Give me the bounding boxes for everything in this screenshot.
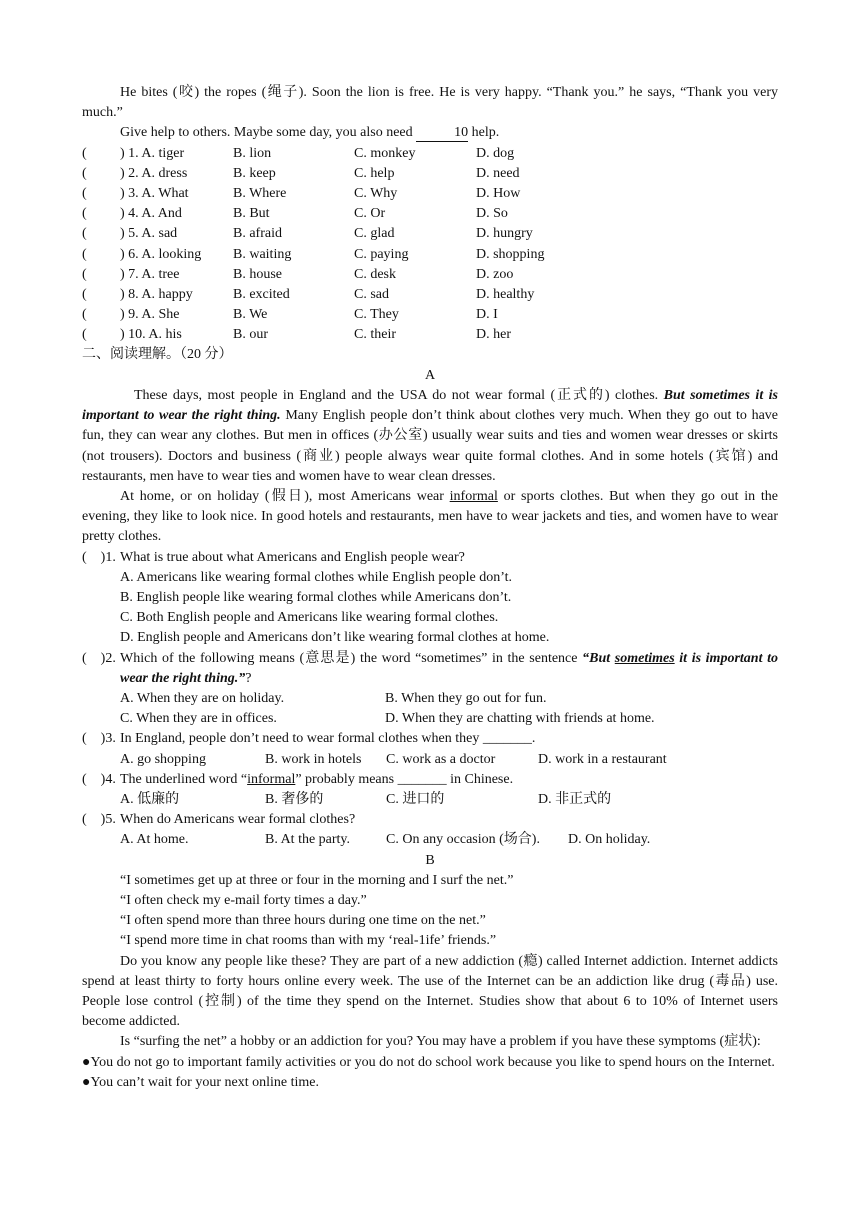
quote-2: “I often check my e-mail forty times a day.” (120, 892, 367, 908)
cloze-option-c: C. help (354, 165, 395, 181)
option-a: A. When they are on holiday. (120, 690, 285, 706)
option-c: C. When they are in offices. (120, 711, 277, 727)
cloze-option-d: D. I (476, 307, 498, 323)
question-stem-text: The underlined word “ (120, 771, 248, 787)
option-c: C. On any occasion (场合). (386, 832, 540, 848)
story-ending-paragraph: He bites (咬) the ropes (绳子). Soon the lion is free. He is very happy. “Thank you.” he says, “Thank you very much.” (82, 85, 778, 121)
question-number: ( )1. (82, 549, 116, 565)
cloze-option-d: D. hungry (476, 226, 533, 242)
quoted-sentence-start: “But (582, 650, 615, 666)
cloze-option-c: C. sad (354, 286, 389, 302)
cloze-question-row (82, 245, 778, 265)
question-a5 (82, 810, 778, 830)
answer-paren: ( (82, 307, 87, 323)
quoted-sentence-end: it is important to wear the right thing.” (120, 650, 778, 686)
section-title: 二、阅读理解。（20 分） (82, 347, 233, 363)
passage-a-key-sentence: But sometimes it is important to wear the right thing. (82, 387, 778, 424)
page-content (82, 83, 778, 1093)
answer-paren: ( (82, 185, 87, 201)
cloze-option-d: D. her (476, 327, 511, 343)
question-mark: ? (245, 670, 252, 686)
passage-a-text: These days, most people in England and the USA do not wear formal (正式的) clothes. (134, 387, 659, 403)
passage-a-text: Many English people don’t think about clothes very much. When they go out to have fun, they can wear any clothes. But men in offices (办公室) usually wear suits and ties and women wear dresses or skirts (not trousers). Doctors and business (商业) people always wear quite formal clothes. And in some hotels (宾馆) and restaurants, men have to wear ties and women have to wear clean dresses. (82, 408, 779, 484)
option-d: D. English people and Americans don’t like wearing formal clothes at home. (120, 630, 550, 646)
cloze-question-num: ) 10. A. his (120, 327, 182, 343)
option-b: B. At the party. (265, 832, 351, 848)
answer-paren: ( (82, 206, 87, 222)
option-b: B. work in hotels (265, 751, 362, 767)
option-c: C. Both English people and Americans like wearing formal clothes. (120, 610, 499, 626)
quote-3: “I often spend more than three hours during one time on the net.” (120, 913, 486, 929)
blank-10: 10 (416, 125, 468, 142)
question-number: ( )4. (82, 771, 116, 787)
option-b: B. 奢侈的 (265, 791, 324, 807)
question-stem-text: Which of the following means (意思是) the word “sometimes” in the sentence (120, 650, 583, 666)
moral-text-end: help. (471, 125, 500, 141)
option-d: D. When they are chatting with friends at home. (385, 711, 655, 727)
cloze-option-d: D. shopping (476, 246, 545, 262)
option-d: D. 非正式的 (538, 791, 612, 807)
cloze-option-d: D. need (476, 165, 520, 181)
cloze-option-b: B. keep (233, 165, 276, 181)
options-row (82, 689, 778, 709)
moral-text: Give help to others. Maybe some day, you also need (120, 125, 413, 141)
option-d: D. On holiday. (568, 832, 651, 848)
answer-paren: ( (82, 246, 87, 262)
cloze-option-d: D. healthy (476, 286, 535, 302)
options-row (82, 750, 778, 770)
cloze-question-row (82, 184, 778, 204)
question-a3 (82, 729, 778, 749)
passage-b-paragraph-1: Do you know any people like these? They are part of a new addiction (瘾) called Internet addiction. Internet addicts spend at least thirty to forty hours online every week. The use of the Internet can be an addiction like drug (毒品) use. People lose control (控制) of the time they spend on the Internet. Studies show that about 6 to 10% of Internet users become addicted. (82, 953, 778, 1030)
cloze-option-c: C. Why (354, 185, 398, 201)
cloze-question-num: ) 7. A. tree (120, 266, 180, 282)
symptom-bullet-2: ●You can’t wait for your next online time. (82, 1074, 319, 1090)
passage-b-paragraph-2: Is “surfing the net” a hobby or an addiction for you? You may have a problem if you have these symptoms (症状): (120, 1034, 761, 1050)
cloze-question-row (82, 305, 778, 325)
answer-paren: ( (82, 327, 87, 343)
cloze-option-c: C. paying (354, 246, 409, 262)
quote-1: “I sometimes get up at three or four in the morning and I surf the net.” (120, 872, 514, 888)
passage-a-paragraph-2 (82, 487, 778, 548)
cloze-option-c: C. desk (354, 266, 396, 282)
answer-paren: ( (82, 165, 87, 181)
option-a: A. 低廉的 (120, 791, 180, 807)
story-moral-paragraph (82, 123, 778, 143)
cloze-option-b: B. house (233, 266, 282, 282)
underlined-word: informal (449, 488, 498, 504)
cloze-question-num: ) 8. A. happy (120, 286, 193, 302)
question-a1 (82, 548, 778, 568)
cloze-option-d: D. dog (476, 145, 515, 161)
question-number: ( )3. (82, 731, 116, 747)
cloze-option-c: C. glad (354, 226, 395, 242)
quote-4: “I spend more time in chat rooms than with my ‘real-1ife’ friends.” (120, 933, 497, 949)
cloze-question-num: ) 3. A. What (120, 185, 189, 201)
underlined-word: informal (247, 771, 296, 787)
cloze-question-row (82, 325, 778, 345)
cloze-option-b: B. afraid (233, 226, 282, 242)
passage-a-paragraph-1 (82, 386, 778, 487)
cloze-question-num: ) 5. A. sad (120, 226, 178, 242)
option-b: B. English people like wearing formal clothes while Americans don’t. (120, 589, 512, 605)
option-c: C. work as a doctor (386, 751, 496, 767)
cloze-question-num: ) 1. A. tiger (120, 145, 185, 161)
cloze-option-b: B. excited (233, 286, 290, 302)
cloze-option-c: C. Or (354, 206, 386, 222)
cloze-question-num: ) 4. A. And (120, 206, 182, 222)
underlined-word: sometimes (614, 650, 675, 666)
question-stem (120, 649, 778, 689)
cloze-question-num: ) 6. A. looking (120, 246, 202, 262)
question-stem: What is true about what Americans and English people wear? (120, 549, 465, 565)
cloze-options-list (82, 144, 778, 346)
option-c: C. 进口的 (386, 791, 445, 807)
cloze-option-b: B. We (233, 307, 268, 323)
cloze-question-row (82, 224, 778, 244)
cloze-option-d: D. How (476, 185, 521, 201)
cloze-option-d: D. zoo (476, 266, 514, 282)
option-a: A. At home. (120, 832, 189, 848)
answer-paren: ( (82, 286, 87, 302)
options-row (82, 790, 778, 810)
answer-paren: ( (82, 266, 87, 282)
cloze-question-row (82, 265, 778, 285)
answer-paren: ( (82, 145, 87, 161)
passage-b-label: B (425, 852, 435, 868)
cloze-question-row (82, 164, 778, 184)
passage-a-text: or sports clothes. But when they go out in the evening, they like to look nice. In good hotels and restaurants, men have to wear jackets and ties, and women have to wear pretty clothes. (82, 488, 778, 545)
options-row (82, 830, 778, 850)
cloze-question-row (82, 204, 778, 224)
options-row (82, 709, 778, 729)
option-a: A. Americans like wearing formal clothes while English people don’t. (120, 569, 513, 585)
cloze-question-num: ) 2. A. dress (120, 165, 188, 181)
cloze-question-row (82, 285, 778, 305)
passage-a-text: At home, or on holiday (假日), most Americans wear (120, 488, 444, 504)
question-a4 (82, 770, 778, 790)
cloze-option-c: C. monkey (354, 145, 416, 161)
question-stem (120, 770, 778, 790)
cloze-option-c: C. their (354, 327, 396, 343)
passage-a-label: A (424, 367, 436, 383)
cloze-option-b: B. Where (233, 185, 287, 201)
cloze-option-c: C. They (354, 307, 399, 323)
cloze-option-d: D. So (476, 206, 508, 222)
question-stem-text: ” probably means _______ in Chinese. (295, 771, 514, 787)
cloze-option-b: B. our (233, 327, 268, 343)
cloze-question-row (82, 144, 778, 164)
question-stem: When do Americans wear formal clothes? (120, 812, 356, 828)
question-number: ( )2. (82, 650, 116, 666)
cloze-question-num: ) 9. A. She (120, 307, 180, 323)
cloze-option-b: B. But (233, 206, 270, 222)
option-a: A. go shopping (120, 751, 206, 767)
question-stem: In England, people don’t need to wear formal clothes when they _______. (120, 731, 536, 747)
question-a2 (82, 649, 778, 689)
option-d: D. work in a restaurant (538, 751, 667, 767)
cloze-option-b: B. lion (233, 145, 272, 161)
cloze-option-b: B. waiting (233, 246, 292, 262)
answer-paren: ( (82, 226, 87, 242)
symptom-bullet-1: ●You do not go to important family activities or you do not do school work because you like to spend hours on the Internet. (82, 1054, 775, 1070)
question-number: ( )5. (82, 812, 116, 828)
option-b: B. When they go out for fun. (385, 690, 547, 706)
